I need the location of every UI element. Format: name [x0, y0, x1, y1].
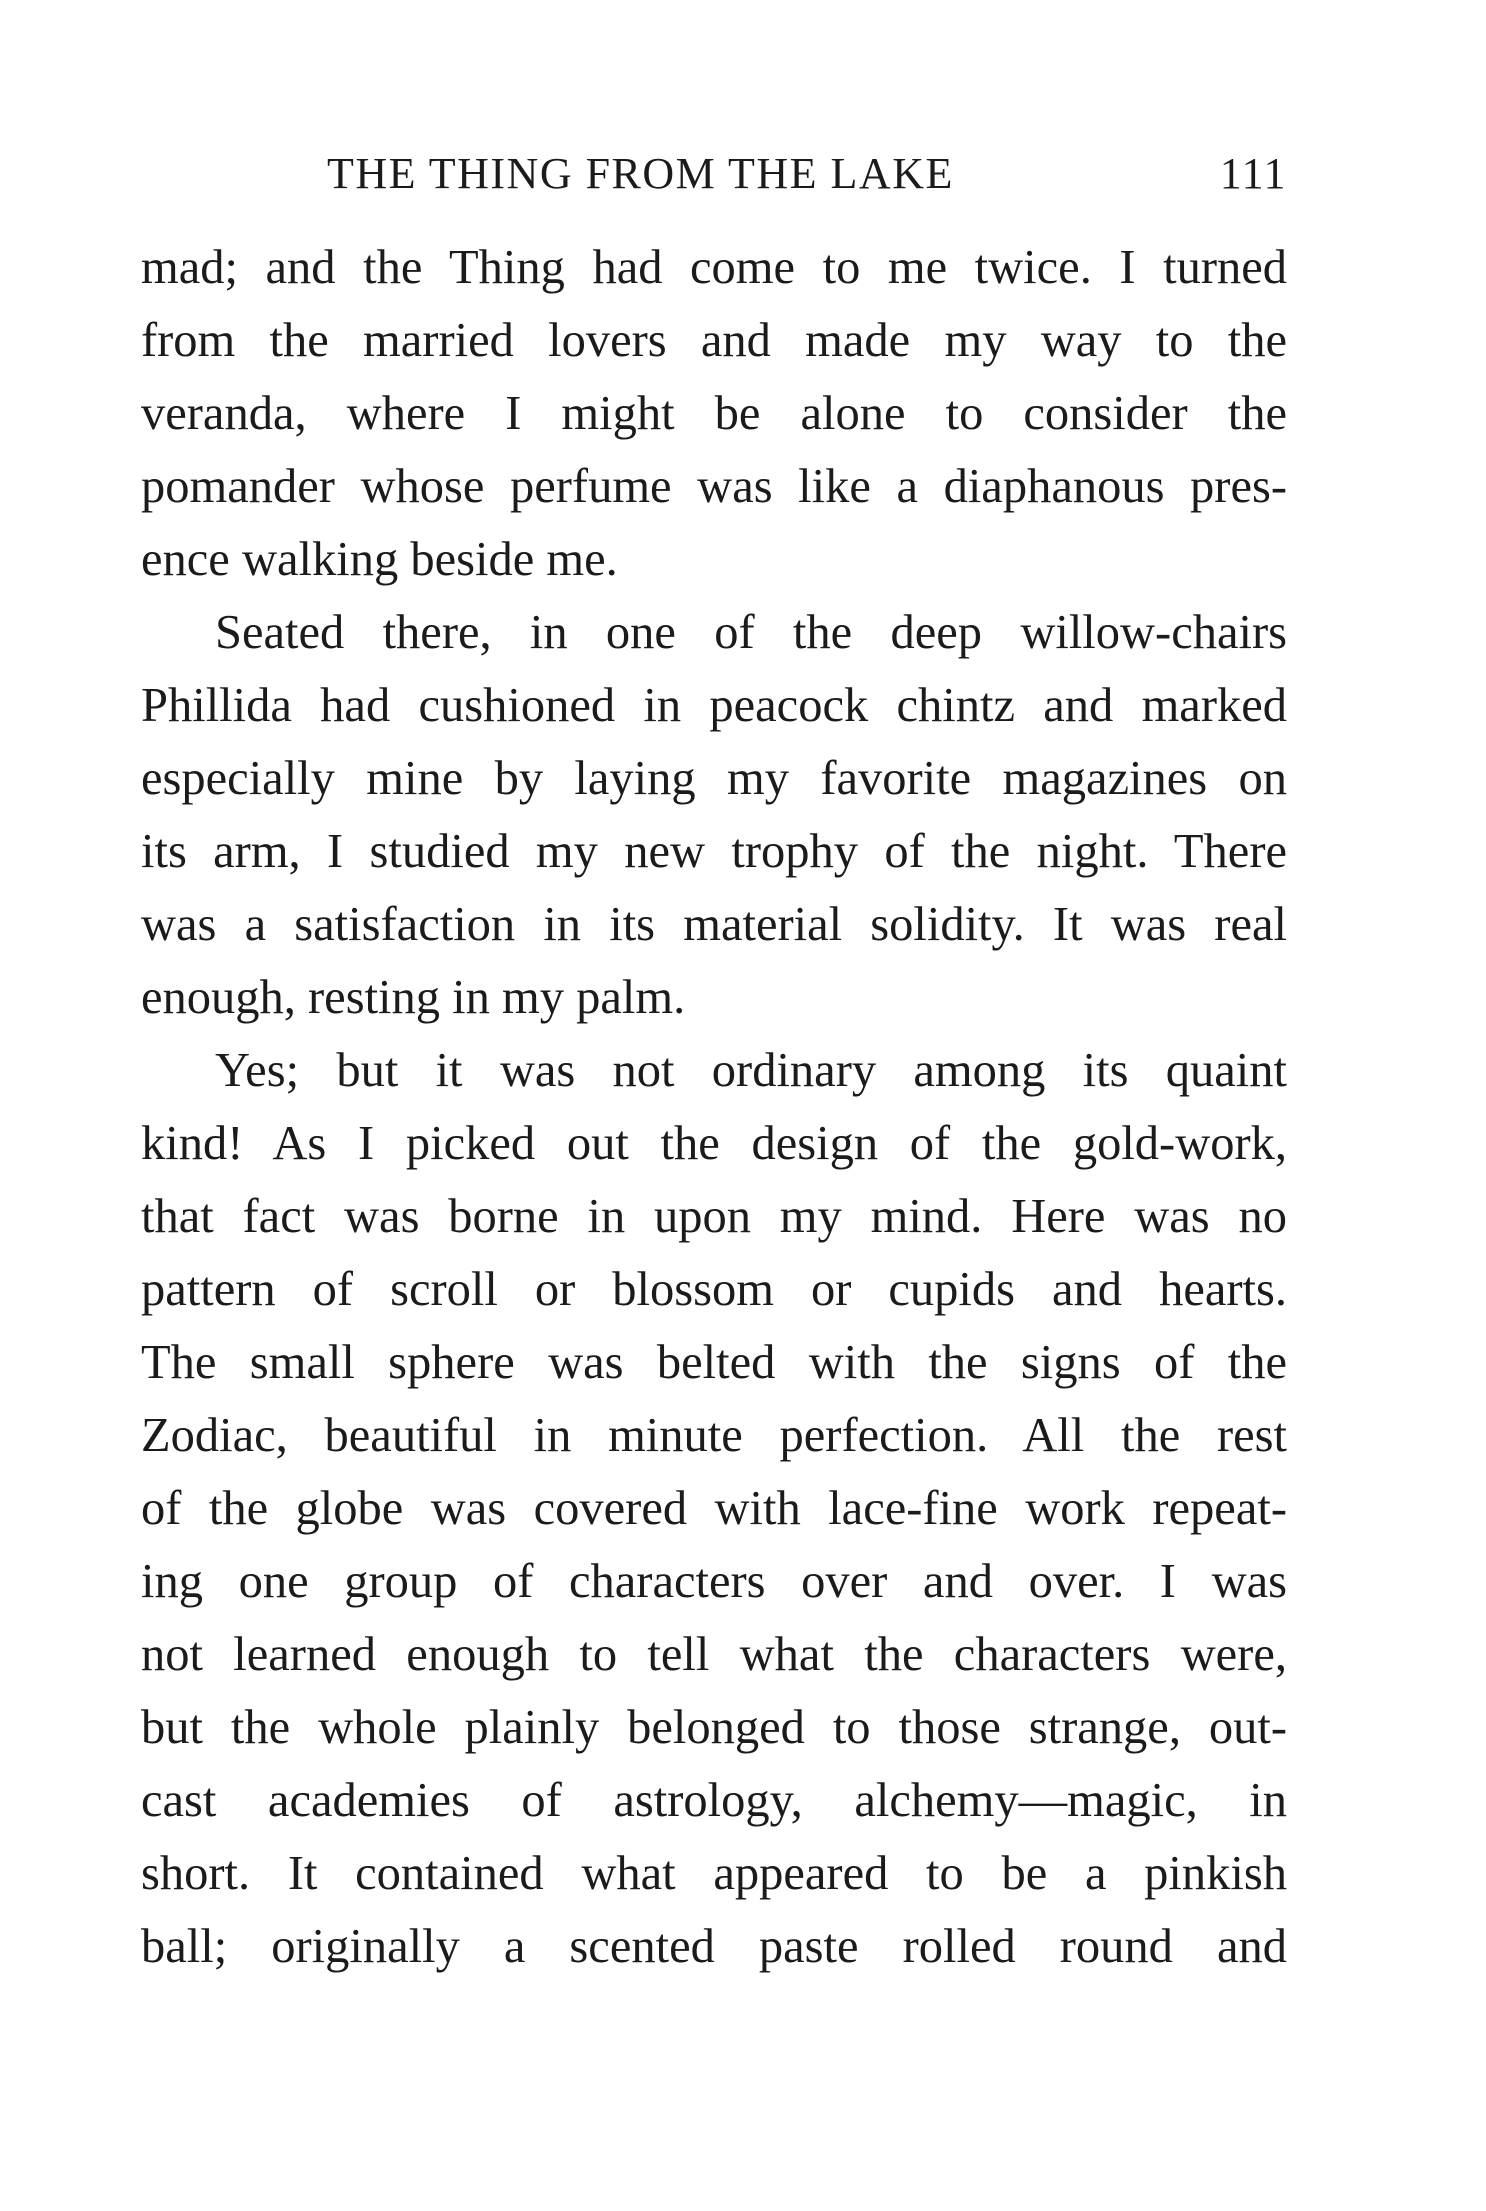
- text-line: Phillida had cushioned in peacock chintz and marked: [141, 679, 1287, 732]
- text-line: but the whole plainly belonged to those strange, out-: [141, 1701, 1287, 1754]
- text-line: Zodiac, beautiful in minute perfection. All the rest: [141, 1409, 1287, 1462]
- text-line: Yes; but it was not ordinary among its quaint: [215, 1044, 1287, 1097]
- text-line: mad; and the Thing had come to me twice. I turned: [141, 241, 1287, 294]
- text-line: especially mine by laying my favorite magazines on: [141, 752, 1287, 805]
- text-line: veranda, where I might be alone to consider the: [141, 387, 1287, 440]
- text-line: ball; originally a scented paste rolled round and: [141, 1920, 1287, 1973]
- text-line: not learned enough to tell what the characters were,: [141, 1628, 1287, 1681]
- running-title: THE THING FROM THE LAKE: [327, 149, 954, 198]
- text-line: kind! As I picked out the design of the gold-work,: [141, 1117, 1287, 1170]
- text-line: pattern of scroll or blossom or cupids and hearts.: [141, 1263, 1287, 1316]
- text-line: Seated there, in one of the deep willow-chairs: [215, 606, 1287, 659]
- text-line: short. It contained what appeared to be a pinkish: [141, 1847, 1287, 1900]
- text-line: enough, resting in my palm.: [141, 971, 686, 1024]
- text-line: The small sphere was belted with the signs of the: [141, 1336, 1287, 1389]
- text-line: ing one group of characters over and over. I was: [141, 1555, 1287, 1608]
- running-head: [327, 148, 1287, 208]
- text-line: of the globe was covered with lace-fine work repeat-: [141, 1482, 1287, 1535]
- text-line: its arm, I studied my new trophy of the night. There: [141, 825, 1287, 878]
- text-line: pomander whose perfume was like a diaphanous pres-: [141, 460, 1287, 513]
- text-line: ence walking beside me.: [141, 533, 618, 586]
- text-line: from the married lovers and made my way to the: [141, 314, 1287, 367]
- page-number: 111: [1219, 149, 1287, 198]
- text-line: cast academies of astrology, alchemy—magic, in: [141, 1774, 1287, 1827]
- text-line: that fact was borne in upon my mind. Here was no: [141, 1190, 1287, 1243]
- text-line: was a satisfaction in its material solidity. It was real: [141, 898, 1287, 951]
